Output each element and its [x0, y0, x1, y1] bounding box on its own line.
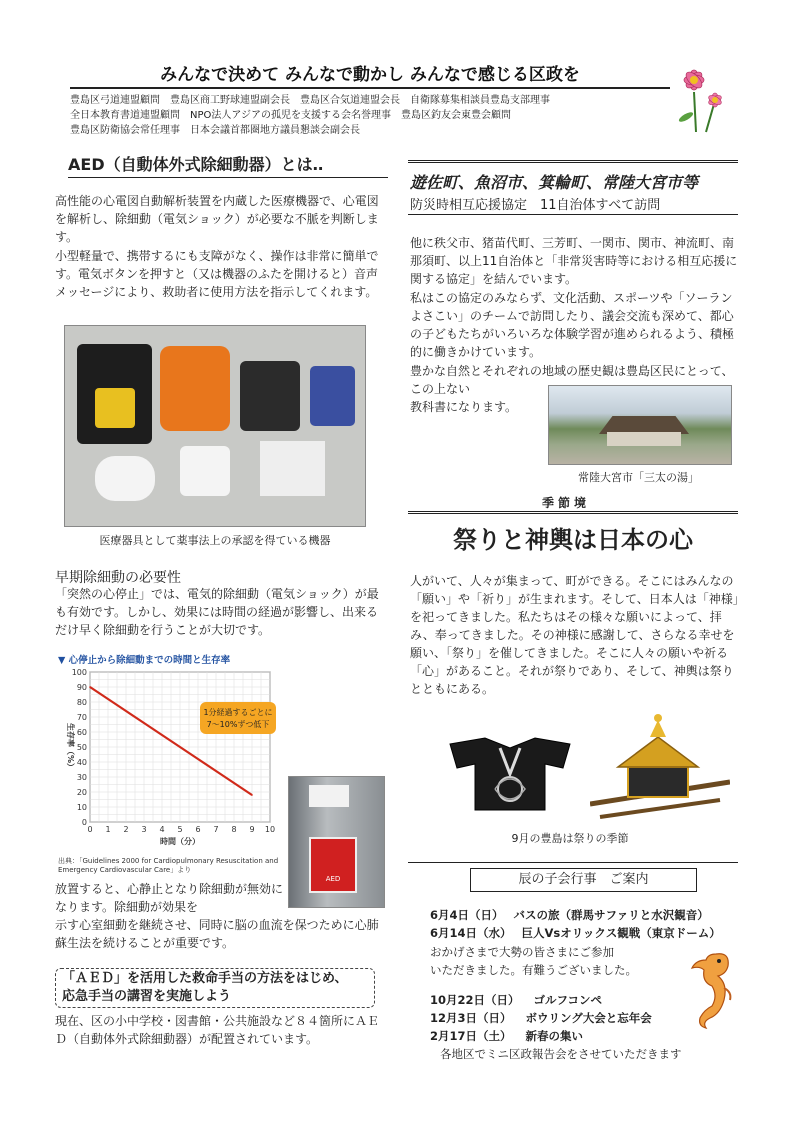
x-tick-label: 0	[87, 825, 93, 834]
aed-bottom-text: 現在、区の小中学校・図書館・公共施設など８４箇所にＡＥＤ（自動体外式除細動器）が配置されています。	[55, 1014, 380, 1046]
y-tick-label: 60	[76, 728, 87, 737]
seahorse-icon	[688, 948, 738, 1033]
aed-title: AED（自動体外式除細動器）とは‥	[68, 152, 388, 178]
survival-point	[233, 782, 235, 784]
x-tick-label: 5	[177, 825, 183, 834]
training-line-1: 「ＡＥＤ」を活用した救命手当の方法をはじめ、	[62, 971, 348, 986]
early-defib-title: 早期除細動の必要性	[55, 570, 181, 586]
aed-intro-2: 小型軽量で、携帯するにも支障がなく、操作は非常に簡単です。電気ボタンを押すと（又は機器のふたを開けると）音声メッセージにより、救助者に使用方法を指示してくれます。	[55, 249, 379, 299]
role-line-2: 全日本教育書道連盟顧問 NPO法人アジアの孤児を支援する会名誉理事 豊島区釣友会東豊会顧問	[70, 110, 511, 121]
x-axis-label: 時間（分）	[160, 837, 200, 846]
survival-point	[125, 710, 127, 712]
upcoming-2-date: 12月3日（日）	[430, 1011, 512, 1025]
y-tick-label: 80	[76, 698, 87, 707]
disaster-rule	[408, 160, 738, 163]
upcoming-2-desc: ボウリング大会と忘年会	[525, 1011, 652, 1025]
x-tick-label: 2	[123, 825, 129, 834]
early-defib-text: 「突然の心停止」では、電気的除細動（電気ショック）が最も有効です。しかし、効果には時間の経過が影響し、出来るだけ早く除細動を行うことが大切です。	[55, 587, 379, 637]
disaster-subtitle: 防災時相互応援協定 11自治体すべて訪問	[410, 198, 661, 213]
y-tick-label: 10	[76, 803, 87, 812]
role-line-1: 豊島区弓道連盟顧問 豊島区商工野球連盟副会長 豊島区合気道連盟会長 自衛隊募集相談員豊島支部理事	[70, 95, 550, 106]
y-axis-label: 生存率（%）	[66, 722, 75, 772]
training-callout	[55, 968, 375, 1008]
x-tick-label: 10	[264, 825, 276, 834]
y-tick-label: 70	[76, 713, 87, 722]
survival-point	[215, 770, 217, 772]
event-item-1	[430, 907, 709, 923]
survival-chart	[58, 652, 288, 882]
y-tick-label: 100	[71, 668, 87, 677]
x-tick-label: 7	[213, 825, 219, 834]
disaster-title: 遊佐町、魚沼市、箕輪町、常陸大宮市等	[410, 173, 699, 192]
x-tick-label: 3	[141, 825, 147, 834]
disaster-rule-2	[408, 214, 738, 215]
disaster-text-4: 教科書になります。	[410, 400, 518, 414]
survival-point	[89, 686, 91, 688]
upcoming-item-2	[430, 1010, 652, 1026]
x-tick-label: 1	[105, 825, 111, 834]
flower-icon	[660, 62, 730, 134]
y-tick-label: 20	[76, 788, 87, 797]
x-tick-label: 8	[231, 825, 237, 834]
y-tick-label: 0	[81, 818, 87, 827]
event-2-date: 6月14日（水）	[430, 926, 512, 940]
happi-coat-icon	[445, 734, 575, 814]
festival-rule	[408, 511, 738, 514]
y-tick-label: 30	[76, 773, 87, 782]
x-tick-label: 9	[249, 825, 255, 834]
x-tick-label: 6	[195, 825, 201, 834]
survival-point	[143, 722, 145, 724]
survival-point	[107, 698, 109, 700]
after-chart-text-1: 放置すると、心静止となり除細動が無効になります。除細動が効果を	[55, 882, 284, 914]
disaster-text-2: 私はこの協定のみならず、文化活動、スポーツや「ソーランよさこい」のチームで訪問したり、議会交流も深めて、都心の子どもたちがいろいろな体験学習が進められるよう、積極的に働きかけています。	[410, 291, 735, 359]
upcoming-item-1	[430, 992, 602, 1008]
chart-title: ▼ 心停止から除細動までの時間と生存率	[58, 655, 231, 666]
chart-plot	[58, 666, 288, 856]
festival-kicker: 季節境	[542, 496, 591, 510]
events-thanks-2: いただきました。有難うございました。	[430, 963, 637, 977]
santa-no-yu-caption: 常陸大宮市「三太の湯」	[578, 471, 699, 484]
santa-no-yu-photo	[548, 385, 732, 465]
y-tick-label: 50	[76, 743, 87, 752]
survival-point	[251, 794, 253, 796]
aed-cabinet-label: AED	[325, 875, 341, 883]
festival-title: 祭りと神輿は日本の心	[453, 526, 693, 554]
header	[70, 60, 670, 138]
slogan: みんなで決めて みんなで動かし みんなで感じる区政を	[70, 60, 670, 89]
chart-source: 出典：「Guidelines 2000 for Cardiopulmonary Resuscitation and Emergency Cardiovascular Care」より	[58, 857, 279, 874]
disaster-text-3: 豊かな自然とそれぞれの地域の歴史観は豊島区民にとって、この上ない	[410, 364, 734, 396]
upcoming-1-date: 10月22日（日）	[430, 993, 520, 1007]
y-tick-label: 40	[76, 758, 87, 767]
aed-cabinet-photo	[288, 776, 385, 908]
event-1-desc: バスの旅（群馬サファリと水沢観音）	[513, 908, 709, 922]
aed-intro-1: 高性能の心電図自動解析装置を内蔵した医療機器で、心電図を解析し、除細動（電気ショック）が必要な不脈を判断します。	[55, 194, 379, 244]
mikoshi-icon	[590, 712, 730, 822]
festival-text: 人がいて、人々が集まって、町ができる。そこにはみんなの「願い」や「祈り」が生まれます。そして、日本人は「神様」を祀ってきました。私たちはその様々な願いによって、拝み、奉ってきました。その神様に感謝して、さらなる幸せを願い、「祭り」を催してきました。そこに人々の願いや祈る「心」があること。それが祭りであり、そして、神輿は祭りとともにある。	[410, 574, 739, 696]
annotation-line-2: 7〜10%ずつ低下	[206, 720, 270, 729]
events-header: 辰の子会行事 ご案内	[470, 868, 697, 892]
event-2-desc: 巨人Vsオリックス観戦（東京ドーム）	[521, 926, 721, 940]
upcoming-1-desc: ゴルフコンペ	[533, 993, 602, 1007]
survival-point	[179, 746, 181, 748]
annotation-box	[200, 702, 276, 734]
events-thanks-1: おかげさまで大勢の皆さまにご参加	[430, 945, 614, 959]
aed-devices-photo	[64, 325, 366, 527]
role-line-3: 豊島区防衛協会常任理事 日本会議首都圏地方議員懇談会副会長	[70, 125, 360, 136]
survival-point	[197, 758, 199, 760]
aed-photo-caption: 医療器具として薬事法上の承認を得ている機器	[99, 534, 331, 547]
upcoming-3-desc: 新春の集い	[525, 1029, 584, 1043]
upcoming-3-date: 2月17日（土）	[430, 1029, 512, 1043]
y-tick-label: 90	[76, 683, 87, 692]
event-item-2	[430, 925, 721, 941]
annotation-line-1: 1分経過するごとに	[203, 708, 273, 717]
x-tick-label: 4	[159, 825, 165, 834]
upcoming-item-3	[430, 1028, 583, 1044]
disaster-text-1: 他に秩父市、猪苗代町、三芳町、一関市、関市、神流町、南那須町、以上11自治体と「非常災害時等における相互応援に関する協定」を結んでいます。	[410, 236, 738, 286]
events-footer: 各地区でミニ区政報告会をさせていただきます	[440, 1047, 682, 1061]
after-chart-text-2: 示す心室細動を継続させ、同時に脳の血流を保つために心肺蘇生法を続けることが重要です。	[55, 918, 379, 950]
festival-caption: 9月の豊島は祭りの季節	[511, 832, 629, 845]
survival-point	[161, 734, 163, 736]
training-line-2: 応急手当の講習を実施しよう	[62, 989, 232, 1004]
event-1-date: 6月4日（日）	[430, 908, 504, 922]
